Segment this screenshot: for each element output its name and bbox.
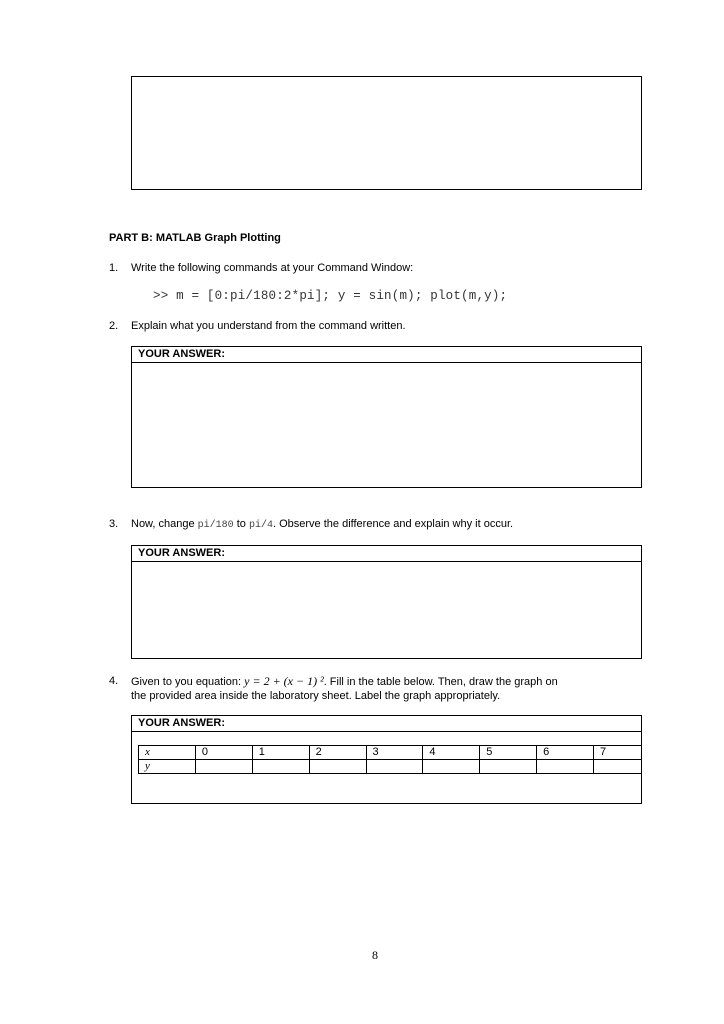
x-value-cell: 4 bbox=[423, 746, 480, 760]
y-row bbox=[139, 760, 642, 774]
question-2-answer-box[interactable] bbox=[131, 346, 642, 488]
question-1-number: 1. bbox=[109, 262, 119, 274]
question-2 bbox=[109, 319, 649, 333]
question-3-answer-label: YOUR ANSWER: bbox=[132, 546, 641, 562]
question-2-number: 2. bbox=[109, 320, 119, 332]
page-number: 8 bbox=[372, 948, 378, 962]
question-4-text-line-1 bbox=[131, 674, 558, 689]
y-value-input-cell[interactable] bbox=[309, 760, 366, 774]
question-4-text-after: . Fill in the table below. Then, draw the graph on bbox=[323, 676, 558, 688]
question-3 bbox=[109, 517, 669, 531]
x-value-cell: 0 bbox=[195, 746, 252, 760]
question-4-number: 4. bbox=[109, 675, 119, 687]
y-value-input-cell[interactable] bbox=[537, 760, 594, 774]
part-b-heading: PART B: MATLAB Graph Plotting bbox=[109, 232, 281, 244]
question-2-text: Explain what you understand from the command written. bbox=[131, 320, 406, 332]
code-pi-180: pi/180 bbox=[197, 520, 234, 531]
x-value-cell: 5 bbox=[480, 746, 537, 760]
y-label-cell: y bbox=[139, 760, 196, 774]
y-value-input-cell[interactable] bbox=[366, 760, 423, 774]
question-1 bbox=[109, 261, 649, 275]
question-3-text-after: . Observe the difference and explain why it occur. bbox=[272, 518, 514, 530]
equation: y = 2 + (x − 1) ² bbox=[244, 674, 324, 688]
x-value-cell: 6 bbox=[537, 746, 594, 760]
x-row bbox=[139, 746, 642, 760]
xy-table bbox=[138, 745, 642, 774]
y-value-input-cell[interactable] bbox=[252, 760, 309, 774]
question-3-text-before: Now, change bbox=[131, 518, 198, 530]
y-value-input-cell[interactable] bbox=[423, 760, 480, 774]
y-value-input-cell[interactable] bbox=[480, 760, 537, 774]
question-4 bbox=[109, 674, 669, 704]
question-3-text bbox=[131, 517, 513, 533]
x-value-cell: 3 bbox=[366, 746, 423, 760]
question-4-answer-label: YOUR ANSWER: bbox=[132, 716, 641, 732]
question-4-text-line-2: the provided area inside the laboratory sheet. Label the graph appropriately. bbox=[131, 690, 501, 702]
question-4-text-before: Given to you equation: bbox=[131, 676, 245, 688]
y-value-input-cell[interactable] bbox=[594, 760, 642, 774]
y-value-input-cell[interactable] bbox=[195, 760, 252, 774]
question-3-text-mid: to bbox=[233, 518, 249, 530]
previous-answer-box[interactable] bbox=[131, 76, 642, 190]
matlab-command: >> m = [0:pi/180:2*pi]; y = sin(m); plot(m,y); bbox=[153, 289, 508, 303]
x-label-cell: x bbox=[139, 746, 196, 760]
question-3-answer-box[interactable] bbox=[131, 545, 642, 659]
x-value-cell: 2 bbox=[309, 746, 366, 760]
question-3-number: 3. bbox=[109, 518, 119, 530]
code-pi-4: pi/4 bbox=[248, 520, 273, 531]
x-value-cell: 7 bbox=[594, 746, 642, 760]
question-1-text: Write the following commands at your Command Window: bbox=[131, 262, 414, 274]
x-value-cell: 1 bbox=[252, 746, 309, 760]
question-2-answer-label: YOUR ANSWER: bbox=[132, 347, 641, 363]
